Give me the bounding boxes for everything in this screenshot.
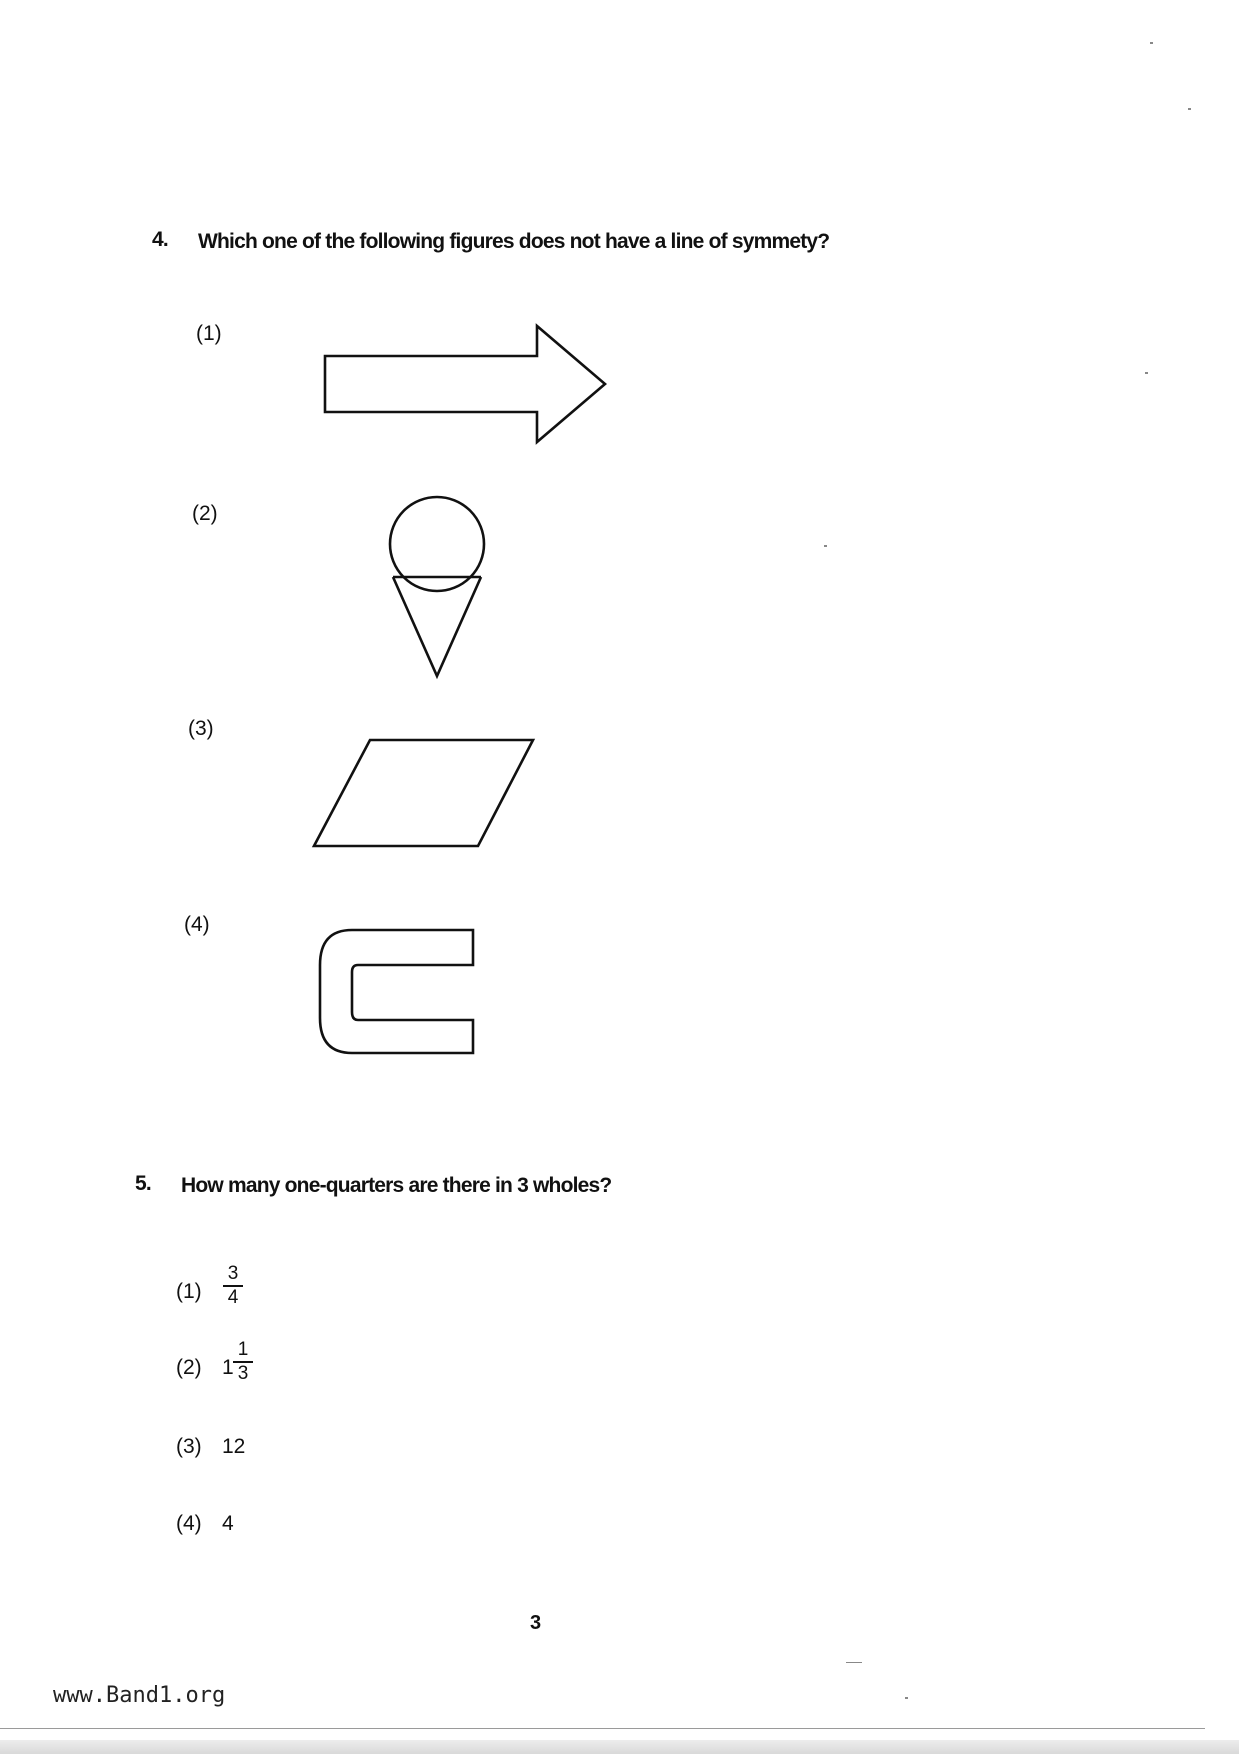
scan-speck xyxy=(1145,372,1148,374)
arrow-icon xyxy=(315,320,615,450)
question-5-option-2-label: (2) xyxy=(176,1356,202,1379)
footer-divider xyxy=(0,1728,1205,1729)
footer-url: www.Band1.org xyxy=(53,1683,226,1708)
scan-edge-strip xyxy=(0,1740,1239,1754)
question-5-option-3-label: (3) xyxy=(176,1435,202,1458)
fraction-one-third xyxy=(232,1340,254,1384)
question-5-option-1-label: (1) xyxy=(176,1280,202,1303)
answer-value: 12 xyxy=(222,1435,246,1458)
question-5-number: 5. xyxy=(135,1172,151,1195)
scan-speck xyxy=(905,1697,908,1699)
question-4-option-3-label: (3) xyxy=(188,717,214,740)
question-4-text: Which one of the following figures does not have a line of symmety? xyxy=(198,230,830,253)
scan-speck xyxy=(1150,42,1153,44)
question-5-text: How many one-quarters are there in 3 wholes? xyxy=(181,1174,612,1197)
fraction-denominator: 4 xyxy=(227,1287,239,1308)
question-4-option-1-label: (1) xyxy=(196,322,222,345)
ice-cream-cone-icon xyxy=(378,495,498,675)
fraction-numerator: 3 xyxy=(227,1263,239,1284)
page-number: 3 xyxy=(530,1612,542,1634)
scan-speck xyxy=(824,545,827,547)
mixed-number-whole: 1 xyxy=(222,1356,234,1379)
scan-speck xyxy=(846,1662,862,1663)
fraction-numerator: 1 xyxy=(237,1339,249,1360)
scan-speck xyxy=(1188,108,1191,110)
fraction-three-quarters xyxy=(222,1264,244,1308)
question-4-option-4-label: (4) xyxy=(184,913,210,936)
question-5-option-4-label: (4) xyxy=(176,1512,202,1535)
parallelogram-icon xyxy=(308,730,548,850)
answer-value: 4 xyxy=(222,1512,234,1535)
question-4-option-2-label: (2) xyxy=(192,502,218,525)
magnet-u-shape-icon xyxy=(310,920,480,1070)
question-4-number: 4. xyxy=(152,228,168,251)
fraction-denominator: 3 xyxy=(237,1363,249,1384)
